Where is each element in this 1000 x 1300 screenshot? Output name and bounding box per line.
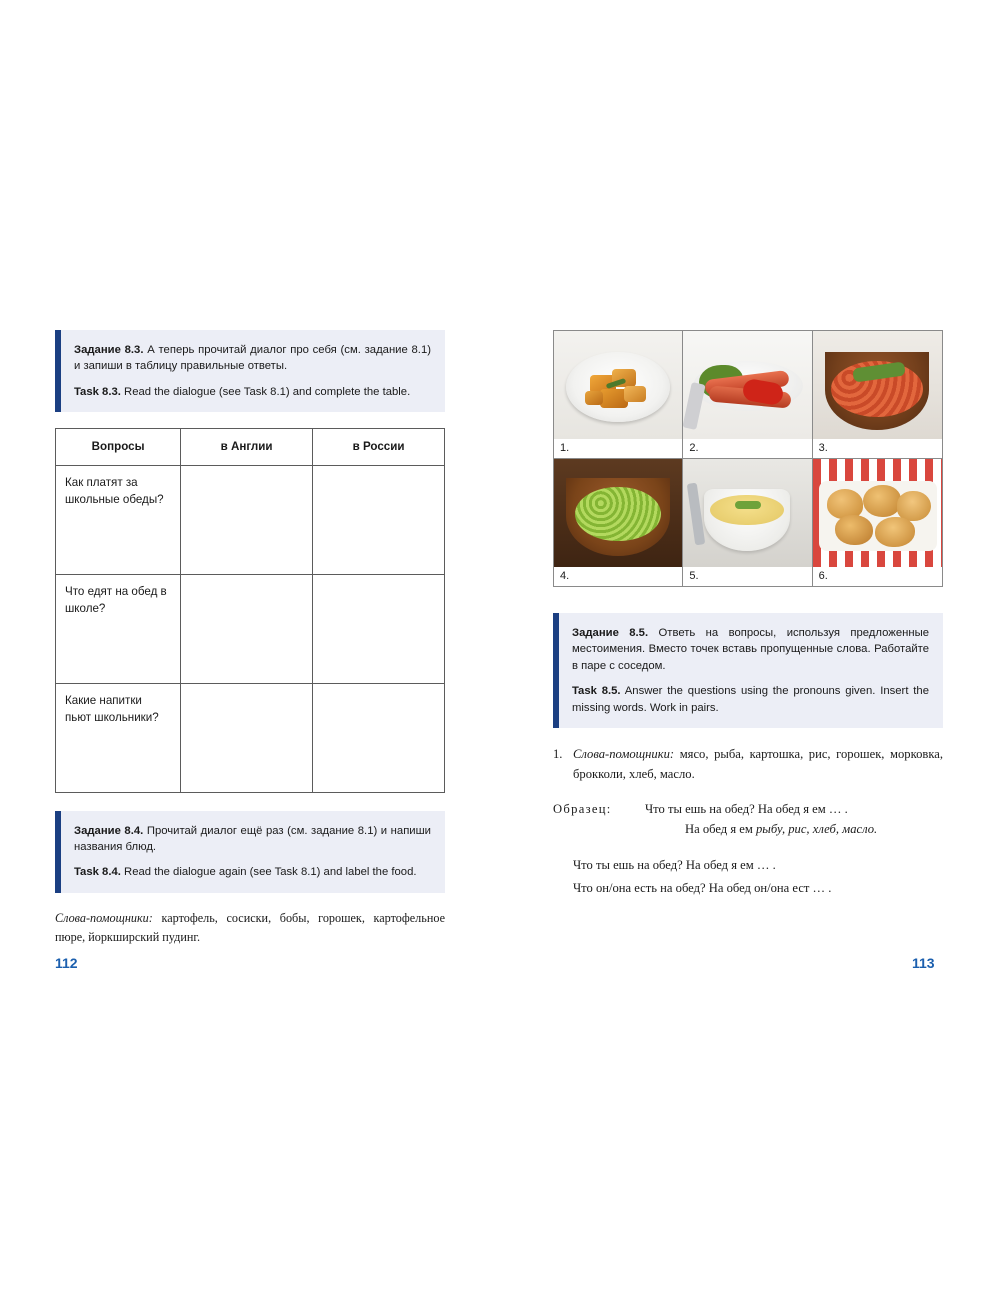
task-8-3-russian <box>74 342 431 375</box>
photo-cell-2[interactable] <box>683 331 812 459</box>
photo-label-4: 4. <box>560 570 570 582</box>
row-3-russia-answer[interactable] <box>313 683 445 792</box>
mashed-potato-photo <box>683 459 811 567</box>
page-number-right: 113 <box>912 955 935 971</box>
exercise-helper-words <box>553 744 943 785</box>
photo-cell-3[interactable] <box>813 331 942 459</box>
exercise-helper-text <box>573 744 943 785</box>
task-8-4-en-text: Read the dialogue again (see Task 8.1) and label the food. <box>120 866 417 879</box>
example-label: Образец: <box>553 801 612 816</box>
task-8-3-en-label: Task 8.3. <box>74 385 121 398</box>
example-line-2-prefix: На обед я ем <box>685 822 756 837</box>
task-8-4-callout <box>55 811 445 893</box>
task-8-4-ru-label: Задание 8.4. <box>74 824 144 837</box>
task-8-4-en-label: Task 8.4. <box>74 866 121 879</box>
task-8-5-en-label: Task 8.5. <box>572 685 621 698</box>
task-8-3-ru-text: А теперь прочитай диалог про себя (см. задание 8.1) и запиши в таблицу правильные ответы. <box>74 344 431 373</box>
photo-row-2 <box>554 459 942 586</box>
photo-cell-1[interactable] <box>554 331 683 459</box>
left-page <box>55 330 445 946</box>
helper-words-right-label: Слова-помощники: <box>573 746 675 761</box>
photo-label-6: 6. <box>818 570 828 582</box>
roast-potatoes-photo <box>554 331 682 439</box>
task-8-3-english <box>74 384 431 400</box>
helper-words-left-text: картофель, сосиски, бобы, горошек, картофельное пюре, йоркширский пудинг. <box>55 910 445 944</box>
row-question-1: Как платят за школьные обеды? <box>56 465 181 574</box>
photo-row-1 <box>554 331 942 459</box>
exercise-number: 1. <box>553 746 563 761</box>
photo-cell-6[interactable] <box>813 459 942 586</box>
row-1-england-answer[interactable] <box>181 465 313 574</box>
task-8-4-english <box>74 864 431 880</box>
page-number-left: 112 <box>55 955 78 971</box>
example-body <box>645 799 943 840</box>
task-8-5-callout <box>553 613 943 728</box>
exercise-1 <box>553 744 943 898</box>
table-row <box>56 574 445 683</box>
photo-label-5: 5. <box>689 570 699 582</box>
row-2-england-answer[interactable] <box>181 574 313 683</box>
column-header-russia: в России <box>313 429 445 465</box>
helper-words-right-text: мясо, рыба, картошка, рис, горошек, морковка, брокколи, хлеб, масло. <box>573 746 943 782</box>
task-8-4-russian <box>74 823 431 856</box>
exercise-questions <box>553 855 943 898</box>
task-8-3-ru-label: Задание 8.3. <box>74 344 144 356</box>
example-line-2-italic: рыбу, рис, хлеб, масло. <box>756 822 878 837</box>
column-header-questions: Вопросы <box>56 429 181 465</box>
photo-cell-5[interactable] <box>683 459 812 586</box>
row-3-england-answer[interactable] <box>181 683 313 792</box>
exercise-question-1: Что ты ешь на обед? На обед я ем … . <box>573 858 776 873</box>
yorkshire-pudding-photo <box>813 459 942 567</box>
task-8-5-ru-label: Задание 8.5. <box>572 627 649 639</box>
row-question-2: Что едят на обед в школе? <box>56 574 181 683</box>
task-8-5-russian <box>572 625 929 674</box>
row-question-3: Какие напитки пьют школьники? <box>56 683 181 792</box>
photo-cell-4[interactable] <box>554 459 683 586</box>
sausages-with-ketchup-photo <box>683 331 811 439</box>
food-photo-grid <box>553 330 943 587</box>
photo-label-3: 3. <box>818 442 828 454</box>
task-8-3-en-text: Read the dialogue (see Task 8.1) and complete the table. <box>120 385 411 398</box>
task-8-5-ru-text: Ответь на вопросы, используя предложенные местоимения. Вместо точек вставь пропущенные слова. Работайте в паре с соседом. <box>572 627 929 672</box>
example-line-1: Что ты ешь на обед? На обед я ем … . <box>645 801 848 816</box>
table-row <box>56 683 445 792</box>
column-header-england: в Англии <box>181 429 313 465</box>
answers-table <box>55 428 445 792</box>
example-block <box>553 799 943 840</box>
right-page <box>553 330 943 898</box>
task-8-3-callout <box>55 330 445 412</box>
helper-words-left-label: Слова-помощники: <box>55 910 153 925</box>
example-line-2 <box>685 819 943 839</box>
photo-label-1: 1. <box>560 442 570 454</box>
table-header-row <box>56 429 445 465</box>
exercise-question-2: Что он/она есть на обед? На обед он/она ест … . <box>573 880 832 895</box>
table-row <box>56 465 445 574</box>
task-8-5-english <box>572 683 929 716</box>
photo-label-2: 2. <box>689 442 699 454</box>
baked-beans-photo <box>813 331 942 439</box>
green-peas-photo <box>554 459 682 567</box>
row-2-russia-answer[interactable] <box>313 574 445 683</box>
task-8-4-ru-text: Прочитай диалог ещё раз (см. задание 8.1) и напиши названия блюд. <box>74 824 431 853</box>
row-1-russia-answer[interactable] <box>313 465 445 574</box>
helper-words-left <box>55 909 445 947</box>
task-8-5-en-text: Answer the questions using the pronouns given. Insert the missing words. Work in pairs. <box>572 685 929 714</box>
